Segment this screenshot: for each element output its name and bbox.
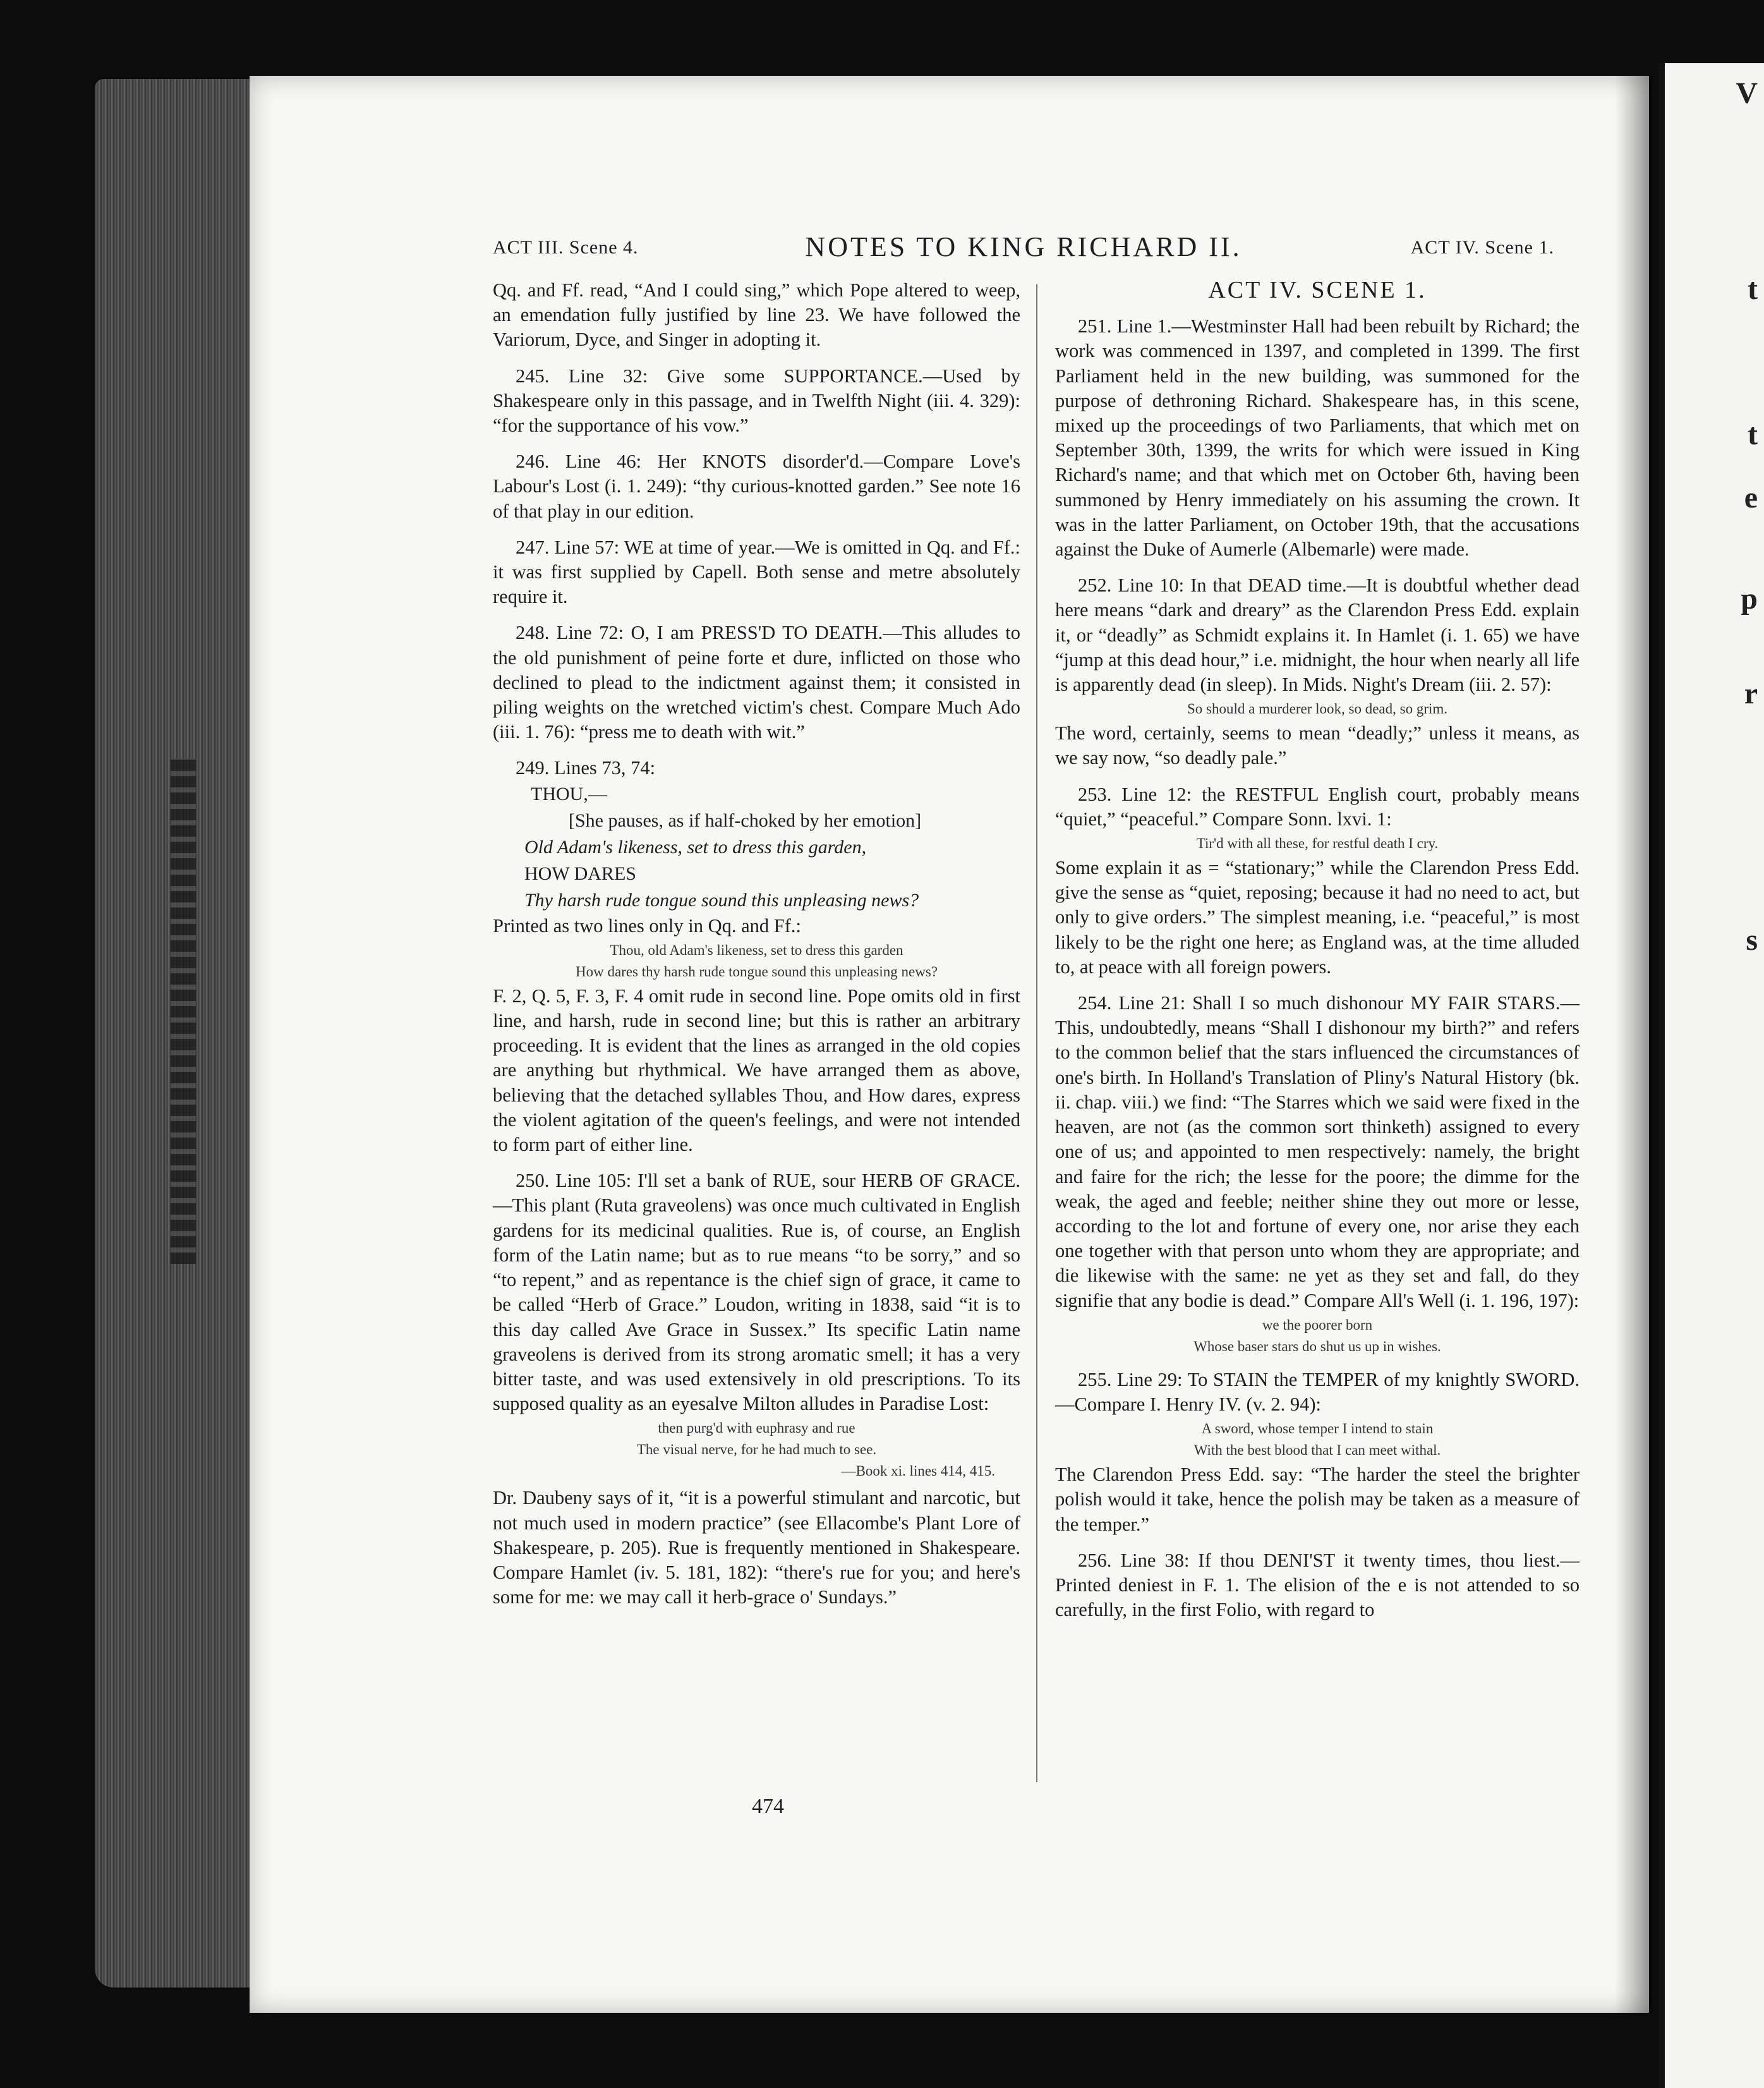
note-251: 251. Line 1.—Westminster Hall had been rebuilt by Richard; the work was commenced in 1397, and completed in 1399. The first Parliament held in the new building, was summoned for the purpose of dethroning Richard. Shakespeare has, in this scene, mixed up the proceedings of two Parliaments, that which met on September 30th, 1399, the writs for which were issued in King Richard's name; and that which met on October 6th, having been summoned by Henry immediately on his assuming the crown. It was in the latter Parliament, on October 19th, that the accusations against the Duke of Aumerle (Albemarle) were made. [1055, 315, 1580, 561]
facing-page-fragment [1658, 63, 1764, 2088]
verse-line: HOW DARES [524, 863, 636, 884]
note-continuation: Qq. and Ff. read, “And I could sing,” which Pope altered to weep, an emendation fully justified by line 23. We have followed the Variorum, Dyce, and Singer in adopting it. [493, 279, 1020, 351]
facing-page-glyph: p [1741, 582, 1758, 616]
page-number: 474 [752, 1795, 784, 1818]
quotation-line: Thou, old Adam's likeness, set to dress this garden [610, 942, 903, 958]
quotation-citation: —Book xi. lines 414, 415. [841, 1463, 995, 1479]
note-248: 248. Line 72: O, I am PRESS'D TO DEATH.—This alludes to the old punishment of peine forte et dure, inflicted on those who declined to plead to the indictment against them; it consisted in piling weights on the wretched victim's chest. Compare Much Ado (iii. 1. 76): “press me to death with wit.” [493, 622, 1020, 743]
note-250: 250. Line 105: I'll set a bank of RUE, sour HERB OF GRACE.—This plant (Ruta graveolens) was once much cultivated in English gardens for its medicinal qualities. Rue is, of course, an English form of the Latin name; but as to rue means “to be sorry,” and so “to repent,” and as repentance is the chief sign of grace, it came to be called “Herb of Grace.” Loudon, writing in 1838, said “it is to this day called Ave Grace in Sussex.” Its specific Latin name graveolens is derived from its strong aromatic smell; it has a very bitter taste, and was used extensively in old prescriptions. To its supposed quality as an eyesalve Milton alludes in Paradise Lost: [493, 1170, 1020, 1415]
note-254: 254. Line 21: Shall I so much dishonour MY FAIR STARS.—This, undoubtedly, means “Shall I dishonour my birth?” and refers to the common belief that the stars influenced the circumstances of one's birth. In Holland's Translation of Pliny's Natural History (bk. ii. chap. viii.) we find: “The Starres which we said were fixed in the heaven, are not (as the common sort thinketh) assigned to every one of us; and appointed to men respectively: namely, the bright and faire for the rich; the lesse for the poore; the dimme for the weak, the aged and feeble; neither shine they out more or lesse, according to the lot and fortune of every one, nor arise they each one together with that person unto whom they are appropriate; and die likewise with the same: ne yet as they set and fall, do they signifie that any bodie is dead.” Compare All's Well (i. 1. 196, 197): [1055, 992, 1580, 1311]
note-252: 252. Line 10: In that DEAD time.—It is doubtful whether dead here means “dark and dreary” as the Clarendon Press Edd. explain it, or “deadly” as Schmidt explains it. In Hamlet (i. 1. 65) we have “jump at this dead hour,” i.e. midnight, the hour when nearly all life is apparently dead (in sleep). In Mids. Night's Dream (iii. 2. 57): [1055, 574, 1580, 696]
facing-page-glyph: e [1744, 481, 1758, 514]
running-header [493, 231, 1554, 269]
note-246: 246. Line 46: Her KNOTS disorder'd.—Compare Love's Labour's Lost (i. 1. 249): “thy curious-knotted garden.” See note 16 of that play in our edition. [493, 451, 1020, 522]
facing-page-glyph: s [1746, 923, 1758, 957]
facing-page-glyph: t [1748, 418, 1758, 451]
page-title: NOTES TO KING RICHARD II. [805, 231, 1242, 262]
section-heading: ACT IV. SCENE 1. [1208, 277, 1427, 303]
note-252-commentary: The word, certainly, seems to mean “deadly;” unless it means, as we say now, “so deadly pale.” [1055, 722, 1580, 769]
note-249-commentary: F. 2, Q. 5, F. 3, F. 4 omit rude in second line. Pope omits old in first line, and harsh, rude in second line; but this is rather an arbitrary proceeding. It is evident that the lines as arranged in the old copies are anything but rhythmical. We have arranged them as above, believing that the detached syllables Thou, and How dares, express the violent agitation of the queen's feelings, and were not intended to form part of either line. [493, 985, 1020, 1156]
note-253: 253. Line 12: the RESTFUL English court, probably means “quiet,” “peaceful.” Compare Sonn. lxvi. 1: [1055, 783, 1580, 830]
quotation-line: A sword, whose temper I intend to stain [1201, 1421, 1434, 1437]
spine-label [171, 758, 196, 1264]
verse-line: THOU,— [531, 783, 607, 804]
note-255-commentary: The Clarendon Press Edd. say: “The harder the steel the brighter polish would it take, hence the polish may be taken as a measure of the temper.” [1055, 1464, 1580, 1535]
quotation-line: So should a murderer look, so dead, so grim. [1187, 701, 1448, 717]
header-left: ACT III. Scene 4. [493, 237, 639, 258]
gutter-shadow [1614, 76, 1652, 2013]
quotation-line: How dares thy harsh rude tongue sound this unpleasing news? [576, 963, 938, 980]
quotation-line: The visual nerve, for he had much to see. [636, 1442, 877, 1458]
facing-page-glyph: r [1744, 677, 1758, 710]
note-249-text: Printed as two lines only in Qq. and Ff.: [493, 914, 801, 937]
quotation-line: Whose baser stars do shut us up in wishes. [1193, 1338, 1441, 1354]
quotation-line: then purg'd with euphrasy and rue [658, 1420, 855, 1436]
column-divider [1036, 284, 1037, 1782]
quotation-line: Tir'd with all these, for restful death I cry. [1196, 835, 1439, 852]
note-250-commentary: Dr. Daubeny says of it, “it is a powerful stimulant and narcotic, but not much used in modern practice” (see Ellacombe's Plant Lore of Shakespeare, p. 205). Rue is frequently mentioned in Shakespeare. Compare Hamlet (iv. 5. 181, 182): “there's rue for you; and here's some for me: we may call it herb-grace o' Sundays.” [493, 1487, 1020, 1608]
note-245: 245. Line 32: Give some SUPPORTANCE.—Used by Shakespeare only in this passage, and in Twelfth Night (iii. 4. 329): “for the supportance of his vow.” [493, 365, 1020, 437]
quotation-line: we the poorer born [1262, 1316, 1373, 1333]
stage-direction: [She pauses, as if half-choked by her emotion] [569, 810, 922, 831]
left-column [493, 278, 1020, 1610]
verse-line: Old Adam's likeness, set to dress this garden, [524, 836, 867, 858]
facing-page-glyph: t [1748, 272, 1758, 306]
header-right: ACT IV. Scene 1. [1410, 237, 1554, 258]
right-column [1055, 278, 1580, 1622]
facing-page-glyph: V [1736, 76, 1758, 110]
note-249-heading: 249. Lines 73, 74: [516, 757, 656, 779]
verse-line: Thy harsh rude tongue sound this unpleasing news? [524, 889, 919, 911]
note-256: 256. Line 38: If thou DENI'ST it twenty times, thou liest.—Printed deniest in F. 1. The elision of the e is not attended to so carefully, in the first Folio, with regard to [1055, 1549, 1580, 1621]
note-247: 247. Line 57: WE at time of year.—We is omitted in Qq. and Ff.: it was first supplied by Capell. Both sense and metre absolutely require it. [493, 536, 1020, 608]
note-253-commentary: Some explain it as = “stationary;” while the Clarendon Press Edd. give the sense as “quiet, reposing; because it had no need to act, but only to give orders.” The simplest meaning, i.e. “peaceful,” is most likely to be the right one here; as England was, at the time alluded to, at peace with all foreign powers. [1055, 857, 1580, 978]
note-255: 255. Line 29: To STAIN the TEMPER of my knightly SWORD.—Compare I. Henry IV. (v. 2. 94): [1055, 1368, 1580, 1415]
quotation-line: With the best blood that I can meet withal. [1193, 1442, 1441, 1459]
